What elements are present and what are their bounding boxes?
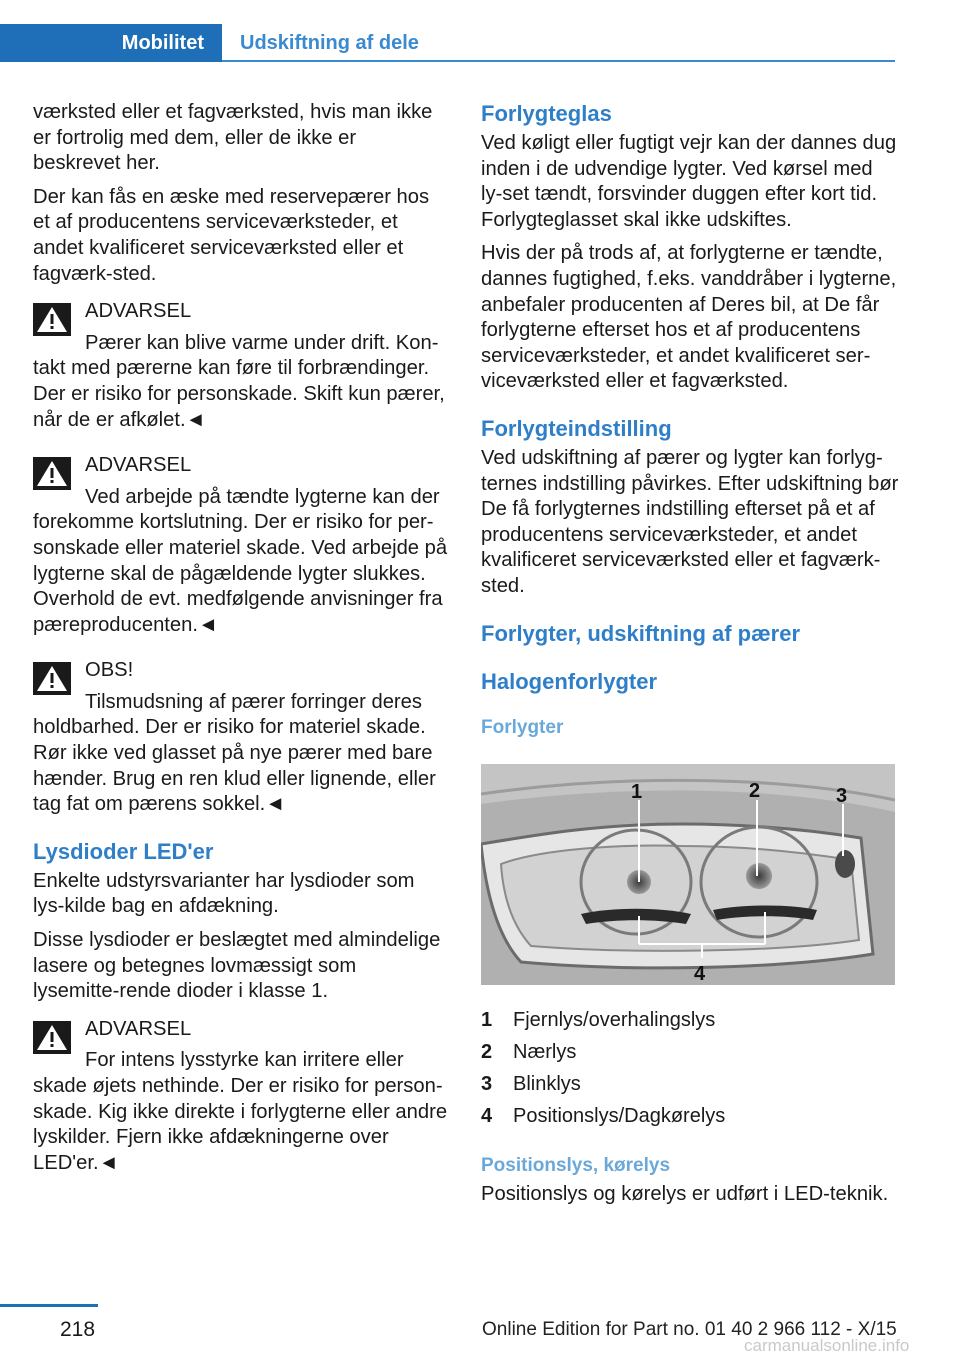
figure-label: 2 [749, 779, 761, 802]
legend-text: Blinklys [513, 1072, 581, 1095]
right-column [481, 100, 899, 1215]
section-heading-forlygteglas: Forlygteglas [481, 101, 612, 126]
footer-rule [0, 1304, 98, 1307]
warning-triangle-icon [33, 662, 71, 695]
legend-text: Positionslys/Dagkørelys [513, 1104, 726, 1127]
caution-block [33, 658, 448, 818]
legend-item [481, 1004, 899, 1036]
section-heading-halogen: Halogenforlygter [481, 668, 658, 694]
legend-number: 4 [481, 1104, 493, 1127]
warning-triangle-icon [33, 457, 71, 490]
warning-title: ADVARSEL [85, 1017, 192, 1040]
section-heading-forlygteindstilling: Forlygteindstilling [481, 415, 672, 441]
header-rule [222, 60, 895, 62]
figure-label: 4 [694, 962, 706, 985]
paragraph: Ved udskiftning af pærer og lygter kan forlyg-ternes indstilling påvirkes. Efter udskiftning bør De få forlygternes indstilling efterset på et af producentens serviceværksteder, et andet kvalificeret serviceværksted eller et fagværk-sted. [481, 446, 899, 597]
figure-label: 3 [836, 784, 848, 807]
caution-title: OBS! [85, 659, 134, 682]
paragraph: Der kan fås en æske med reservepærer hos et af producentens serviceværksteder, et andet kvalificeret serviceværksted eller et fagværk-sted. [33, 185, 430, 285]
warning-title: ADVARSEL [85, 454, 192, 477]
watermark-text: carmanualsonline.info [744, 1336, 910, 1355]
tab-udskiftning-af-dele[interactable]: Udskiftning af dele [240, 32, 419, 54]
warning-body: For intens lysstyrke kan irritere eller skade øjets nethinde. Der er risiko for person-skade. Kig ikke direkte i forlygterne eller andre lyskilder. Fjern ikke afdækningerne over LED'er.◄ [33, 1049, 448, 1174]
section-heading-main: Forlygter, udskiftning af pærer [481, 620, 801, 646]
legend-number: 1 [481, 1008, 493, 1031]
legend-text: Nærlys [513, 1040, 577, 1063]
warning-block [33, 1017, 448, 1177]
legend-item [481, 1100, 899, 1132]
header-tabs [0, 24, 895, 62]
warning-title: ADVARSEL [85, 300, 192, 323]
left-column [33, 100, 448, 1196]
subheading-positionslys: Positionslys, kørelys [481, 1154, 671, 1176]
section-heading-led: Lysdioder LED'er [33, 838, 214, 864]
warning-block [33, 299, 448, 433]
paragraph: Enkelte udstyrsvarianter har lysdioder som lys-kilde bag en afdækning. [33, 869, 415, 918]
subheading-forlygter: Forlygter [481, 716, 564, 738]
figure-legend [481, 1004, 899, 1132]
paragraph: Hvis der på trods af, at forlygterne er tændte, dannes fugtighed, f.eks. vanddråber i lygterne, anbefaler producenten af Deres bil, at De får forlygterne efterset hos et af producentens serviceværksteder, et andet kvalificeret ser-viceværksted eller et fagværksted. [481, 242, 897, 393]
paragraph: Positionslys og kørelys er udført i LED-teknik. [481, 1182, 889, 1205]
paragraph: Disse lysdioder er beslægtet med almindelige lasere og betegnes lovmæssigt som lysemitte-rende dioder i klasse 1. [33, 929, 441, 1003]
figure-label: 1 [631, 780, 643, 803]
legend-number: 3 [481, 1072, 493, 1095]
paragraph: værksted eller et fagværksted, hvis man ikke er fortrolig med dem, eller de ikke er beskrevet her. [33, 101, 433, 175]
warning-body: Pærer kan blive varme under drift. Kon-takt med pærerne kan føre til forbrændinger. Der er risiko for personskade. Skift kun pærer, når de er afkølet.◄ [33, 331, 445, 431]
legend-number: 2 [481, 1040, 493, 1063]
warning-triangle-icon [33, 303, 71, 336]
legend-item [481, 1068, 899, 1100]
warning-body: Ved arbejde på tændte lygterne kan der forekomme kortslutning. Der er risiko for per-sonskade eller materiel skade. Ved arbejde på lygterne skal de pågældende lygter slukkes. Overhold de evt. medfølgende anvisninger fra pæreproducenten.◄ [33, 485, 448, 636]
legend-item [481, 1036, 899, 1068]
tab-mobilitet[interactable]: Mobilitet [0, 24, 222, 62]
paragraph: Ved køligt eller fugtigt vejr kan der dannes dug inden i de udvendige lygter. Ved kørsel med ly-set tændt, forsvinder duggen efter kort tid. Forlygteglasset skal ikke udskiftes. [481, 132, 897, 231]
page-number: 218 [60, 1318, 96, 1341]
edition-text: Online Edition for Part no. 01 40 2 966 112 - X/15 [482, 1319, 897, 1340]
warning-triangle-icon [33, 1021, 71, 1054]
warning-block [33, 453, 448, 638]
caution-body: Tilsmudsning af pærer forringer deres holdbarhed. Der er risiko for materiel skade. Rør ikke ved glasset på nye pærer med bare hænder. Brug en ren klud eller lignende, eller tag fat om pærens sokkel.◄ [33, 690, 436, 816]
legend-text: Fjernlys/overhalingslys [513, 1008, 716, 1031]
headlight-figure [481, 764, 895, 985]
